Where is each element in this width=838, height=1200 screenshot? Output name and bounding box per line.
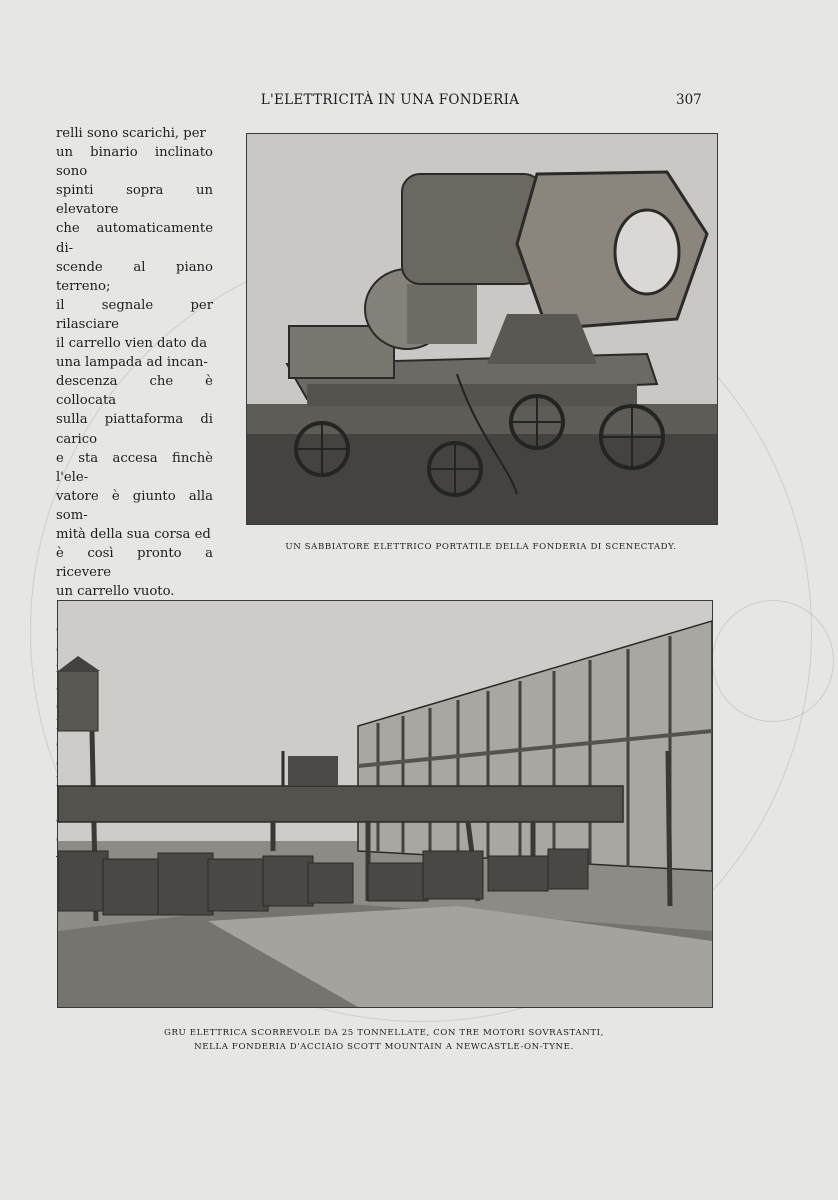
text-line: spinti sopra un elevatore [56, 183, 213, 218]
crane-caption-line-1: GRU ELETTRICA SCORREVOLE DA 25 TONNELLATE, CON TRE MOTORI SOVRASTANTI, [164, 1028, 604, 1038]
sandblaster-photo [246, 133, 718, 525]
crane-caption-line-2: NELLA FONDERIA D'ACCIAIO SCOTT MOUNTAIN A NEWCASTLE-ON-TYNE. [194, 1042, 574, 1052]
text-line: e sta accesa finchè l'ele- [56, 450, 213, 485]
text-line: sulla piattaforma di carico [56, 412, 213, 447]
text-line: relli sono scarichi, per [56, 126, 206, 141]
text-line: scende al piano terreno; [56, 259, 213, 294]
text-line: mità della sua corsa ed [56, 526, 211, 542]
crane-photo [57, 600, 713, 1008]
text-line: è così pronto a ricevere [56, 546, 213, 581]
page-number: 307 [676, 92, 702, 108]
text-line: che automaticamente di- [56, 221, 213, 256]
text-line: il segnale per rilasciare [56, 297, 213, 332]
text-line: un carrello vuoto. [56, 584, 175, 600]
text-line: descenza che è collocata [56, 374, 213, 409]
library-stamp-small [712, 600, 834, 722]
running-title: L'ELETTRICITÀ IN UNA FONDERIA [260, 92, 520, 108]
sandblaster-caption: UN SABBIATORE ELETTRICO PORTATILE DELLA FONDERIA DI SCENECTADY. [285, 542, 677, 552]
crane-caption [57, 1026, 711, 1054]
text-line: un binario inclinato sono [56, 145, 213, 180]
text-line: una lampada ad incan- [56, 355, 208, 371]
text-line: vatore è giunto alla som- [56, 488, 213, 523]
text-line: il carrello vien dato da [56, 336, 208, 352]
